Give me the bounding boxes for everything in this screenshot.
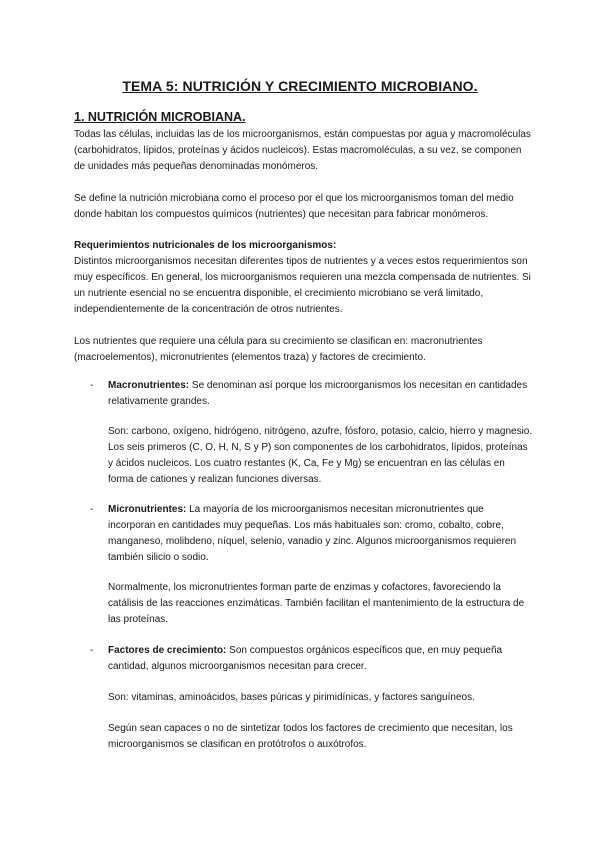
bullet-marker: - (90, 645, 94, 656)
item-detail: Según sean capaces o no de sintetizar todos los factores de crecimiento que necesitan, los microorganismos se clasifican en protótrofos o auxótrofos. (108, 723, 513, 750)
paragraph-intro: Todas las células, incluidas las de los microorganismos, están compuestas por agua y macromoléculas (carbohidratos, lípidos, proteínas y ácidos nucleicos). Estas macromoléculas, a su vez, se componen de unidades más pequeñas denominadas monómeros. (74, 129, 531, 172)
bullet-marker: - (90, 504, 94, 515)
item-label: Micronutrientes: (108, 504, 187, 515)
item-detail: Son: vitaminas, aminoácidos, bases púricas y pirimidínicas, y factores sanguíneos. (108, 692, 475, 703)
page-title: TEMA 5: NUTRICIÓN Y CRECIMIENTO MICROBIANO. (122, 78, 478, 94)
item-label: Factores de crecimiento: (108, 645, 227, 656)
list-item-macronutrients (108, 378, 533, 410)
section-heading: 1. NUTRICIÓN MICROBIANA. (74, 110, 246, 124)
item-detail: Son: carbono, oxígeno, hidrógeno, nitrógeno, azufre, fósforo, potasio, calcio, hierro y magnesio. Los seis primeros (C, O, H, N, S y P) son componentes de los carbohidratos, lípidos, proteínas y ácidos nucleicos. Los cuatro restantes (K, Ca, Fe y Mg) se encuentran en las células en forma de cationes y realizan funciones diversas. (108, 426, 533, 485)
paragraph-definition: Se define la nutrición microbiana como el proceso por el que los microorganismos toman del medio donde habitan los compuestos químicos (nutrientes) que necesitan para fabricar monómeros. (74, 193, 514, 220)
paragraph-requirements: Distintos microorganismos necesitan diferentes tipos de nutrientes y a veces estos requerimientos son muy específicos. En general, los microorganismos requieren una mezcla compensada de nutrientes. Si un nutriente esencial no se encuentra disponible, el crecimiento microbiano se verá limitado, independientemente de la concentración de otros nutrientes. (74, 256, 531, 315)
subheading-requirements: Requerimientos nutricionales de los microorganismos: (74, 240, 337, 251)
item-text: La mayoría de los microorganismos necesitan micronutrientes que incorporan en cantidades muy pequeñas. Los más habituales son: cromo, cobalto, cobre, manganeso, molibdeno, níquel, selenio, vanadio y zinc. Algunos microorganismos requieren también silicio o sodio. (108, 504, 517, 563)
item-detail: Normalmente, los micronutrientes forman parte de enzimas y cofactores, favoreciendo la catálisis de las reacciones enzimáticas. También facilitan el mantenimiento de la estructura de las proteínas. (108, 582, 525, 625)
list-item-growth-factors (108, 643, 533, 675)
item-text: Se denominan así porque los microorganismos los necesitan en cantidades relativamente grandes. (108, 380, 528, 407)
item-label: Macronutrientes: (108, 380, 190, 391)
bullet-marker: - (90, 380, 94, 391)
list-item-micronutrients (108, 502, 533, 566)
paragraph-classification: Los nutrientes que requiere una célula para su crecimiento se clasifican en: macronutrientes (macroelementos), micronutrientes (elementos traza) y factores de crecimiento. (74, 336, 483, 363)
item-text: Son compuestos orgánicos específicos que, en muy pequeña cantidad, algunos microorganismos necesitan para crecer. (108, 645, 503, 672)
